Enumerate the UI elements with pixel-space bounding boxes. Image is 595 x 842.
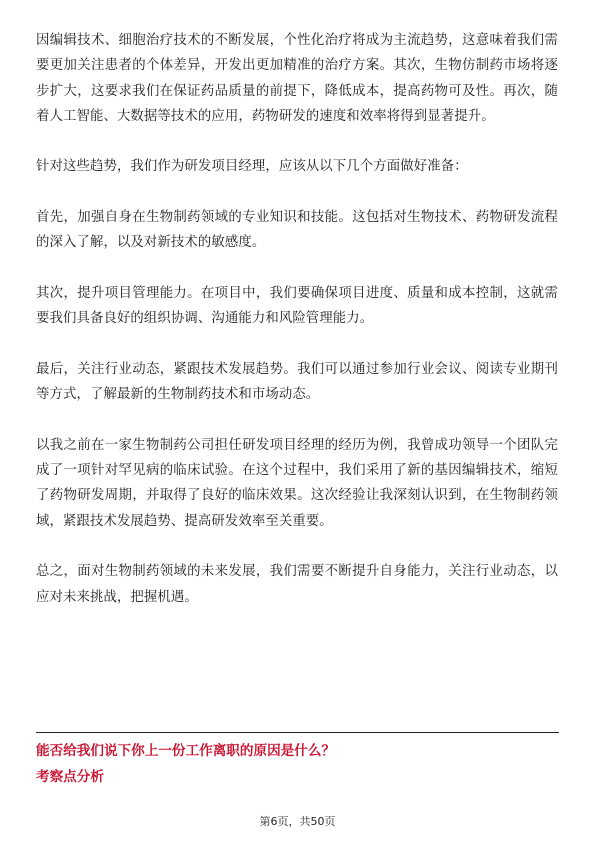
page-number: 第6页，共50页 — [259, 815, 336, 828]
paragraph-example: 以我之前在一家生物制药公司担任研发项目经理的经历为例，我曾成功领导一个团队完成了一项针对罕见病的临床试验。在这个过程中，我们采用了新的基因编辑技术，缩短了药物研发周期，并取得了良好的临床效果。这次经验让我深刻认识到，在生物制药领域，紧跟技术发展趋势、提高研发效率至关重要。 — [36, 437, 558, 529]
interview-question: 能否给我们说下你上一份工作离职的原因是什么？ — [36, 743, 336, 759]
analysis-heading: 考察点分析 — [36, 769, 104, 785]
paragraph-preparation-intro: 针对这些趋势，我们作为研发项目经理，应该从以下几个方面做好准备： — [36, 159, 468, 175]
section-divider — [36, 732, 559, 733]
paragraph-first: 首先，加强自身在生物制药领域的专业知识和技能。这包括对生物技术、药物研发流程的深入了解，以及对新技术的敏感度。 — [36, 210, 558, 251]
paragraph-trends: 因编辑技术、细胞治疗技术的不断发展，个性化治疗将成为主流趋势，这意味着我们需要更加关注患者的个体差异，开发出更加精准的治疗方案。其次，生物仿制药市场将逐步扩大，这要求我们在保证药品质量的前提下，降低成本，提高药物可及性。再次，随着人工智能、大数据等技术的应用，药物研发的速度和效率将得到显著提升。 — [36, 33, 558, 124]
paragraph-last: 最后，关注行业动态，紧跟技术发展趋势。我们可以通过参加行业会议、阅读专业期刊等方式，了解最新的生物制药技术和市场动态。 — [36, 361, 558, 403]
paragraph-conclusion: 总之，面对生物制药领域的未来发展，我们需要不断提升自身能力，关注行业动态，以应对未来挑战，把握机遇。 — [36, 564, 558, 605]
answer-body — [36, 28, 558, 635]
paragraph-second: 其次，提升项目管理能力。在项目中，我们要确保项目进度、质量和成本控制，这就需要我们具备良好的组织协调、沟通能力和风险管理能力。 — [36, 285, 558, 327]
